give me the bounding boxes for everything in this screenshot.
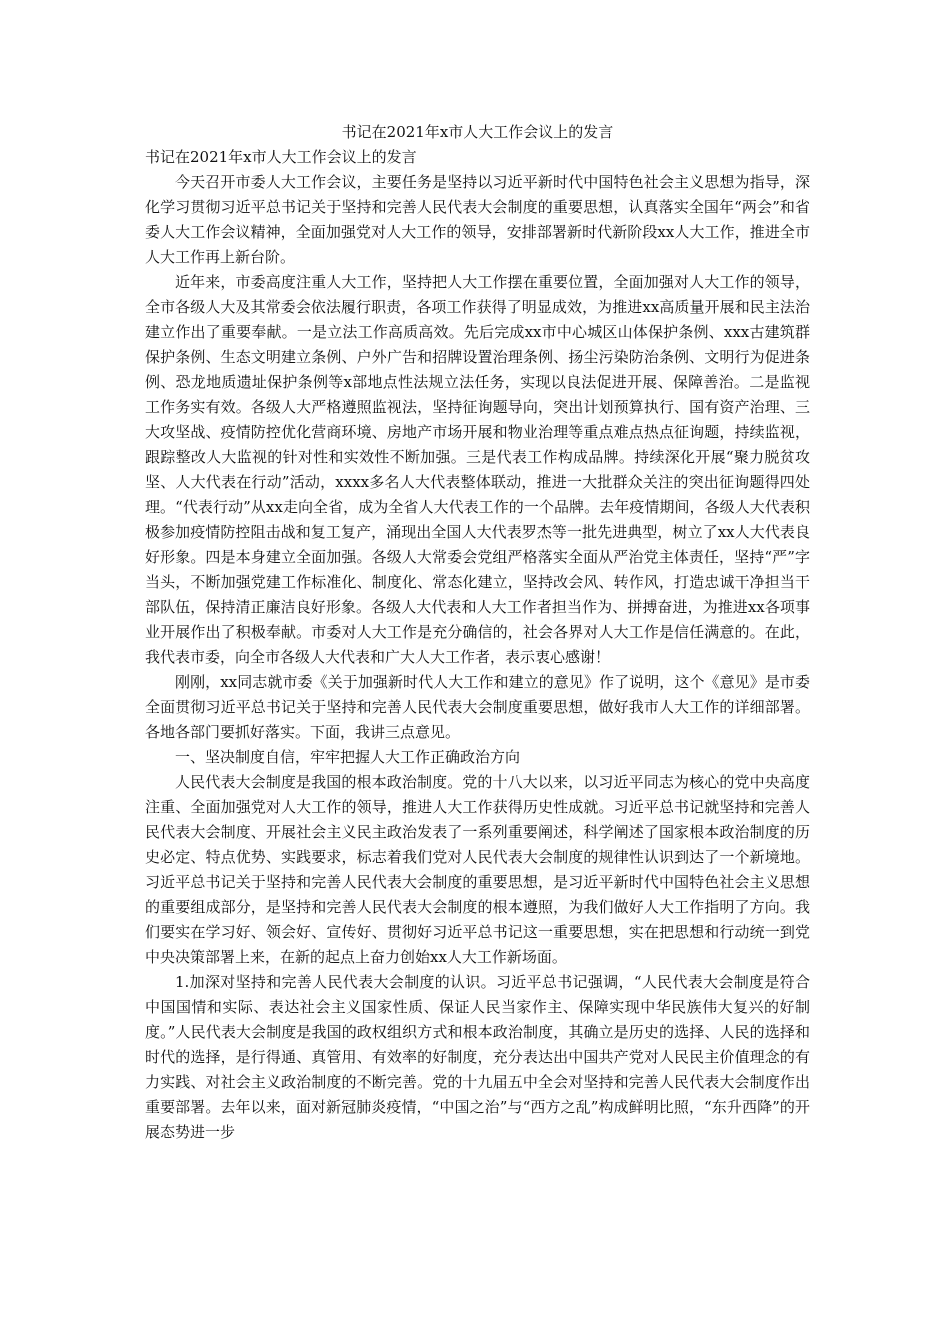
paragraph-system: 人民代表大会制度是我国的根本政治制度。党的十八大以来，以习近平同志为核心的党中央高度注重、全面加强党对人大工作的领导，推进人大工作获得历史性成就。习近平总书记就坚持和完善人民代表大会制度、开展社会主义民主政治发表了一系列重要阐述，科学阐述了国家根本政治制度的历史必定、特点优势、实践要求，标志着我们党对人民代表大会制度的规律性认识到达了一个新境地。习近平总书记关于坚持和完善人民代表大会制度的重要思想，是习近平新时代中国特色社会主义思想的重要组成部分，是坚持和完善人民代表大会制度的根本遵照，为我们做好人大工作指明了方向。我们要实在学习好、领会好、宣传好、贯彻好习近平总书记这一重要思想，实在把思想和行动统一到党中央决策部署上来，在新的起点上奋力创始xx人大工作新场面。	[145, 773, 810, 966]
document-page	[145, 120, 810, 1320]
document-title: 书记在2021年x市人大工作会议上的发言	[341, 123, 614, 141]
paragraph-achievements: 近年来，市委高度注重人大工作，坚持把人大工作摆在重要位置，全面加强对人大工作的领导，全市各级人大及其常委会依法履行职责，各项工作获得了明显成效，为推进xx高质量开展和民主法治建立作出了重要奉献。一是立法工作高质高效。先后完成xx市中心城区山体保护条例、xxx古建筑群保护条例、生态文明建立条例、户外广告和招牌设置治理条例、扬尘污染防治条例、文明行为促进条例、恐龙地质遗址保护条例等x部地点性法规立法任务，实现以良法促进开展、保障善治。二是监视工作务实有效。各级人大严格遵照监视法，坚持征询题导向，突出计划预算执行、国有资产治理、三大攻坚战、疫情防控优化营商环境、房地产市场开展和物业治理等重点难点热点征询题，持续监视，跟踪整改人大监视的针对性和实效性不断加强。三是代表工作构成品牌。持续深化开展“聚力脱贫攻坚、人大代表在行动”活动，xxxx多名人大代表整体联动，推进一大批群众关注的突出征询题得四处理。“代表行动”从xx走向全省，成为全省人大代表工作的一个品牌。去年疫情期间，各级人大代表积极参加疫情防控阻击战和复工复产，涌现出全国人大代表罗杰等一批先进典型，树立了xx人大代表良好形象。四是本身建立全面加强。各级人大常委会党组严格落实全面从严治党主体责任，坚持“严”字当头，不断加强党建工作标准化、制度化、常态化建立，坚持改会风、转作风，打造忠诚干净担当干部队伍，保持清正廉洁良好形象。各级人大代表和人大工作者担当作为、拼搏奋进，为推进xx各项事业开展作出了积极奉献。市委对人大工作是充分确信的，社会各界对人大工作是信任满意的。在此，我代表市委，向全市各级人大代表和广大人大工作者，表示衷心感谢！	[145, 273, 810, 666]
document-subtitle: 书记在2021年x市人大工作会议上的发言	[145, 148, 417, 166]
paragraph-point-1: 1.加深对坚持和完善人民代表大会制度的认识。习近平总书记强调，“人民代表大会制度是符合中国国情和实际、表达社会主义国家性质、保证人民当家作主、保障实现中华民族伟大复兴的好制度。”人民代表大会制度是我国的政权组织方式和根本政治制度，其确立是历史的选择、人民的选择和时代的选择，是行得通、真管用、有效率的好制度，充分表达出中国共产党对人民民主价值理念的有力实践、对社会主义政治制度的不断完善。党的十九届五中全会对坚持和完善人民代表大会制度作出重要部署。去年以来，面对新冠肺炎疫情，“中国之治”与“西方之乱”构成鲜明比照，“东升西降”的开展态势进一步	[145, 973, 810, 1141]
paragraph-opinion-intro: 刚刚，xx同志就市委《关于加强新时代人大工作和建立的意见》作了说明，这个《意见》是市委全面贯彻习近平总书记关于坚持和完善人民代表大会制度重要思想，做好我市人大工作的详细部署。各地各部门要抓好落实。下面，我讲三点意见。	[145, 673, 810, 741]
section-heading-1: 一、坚决制度自信，牢牢把握人大工作正确政治方向	[175, 748, 521, 766]
paragraph-intro: 今天召开市委人大工作会议，主要任务是坚持以习近平新时代中国特色社会主义思想为指导，深化学习贯彻习近平总书记关于坚持和完善人民代表大会制度的重要思想，认真落实全国年“两会”和省委人大工作会议精神，全面加强党对人大工作的领导，安排部署新时代新阶段xx人大工作，推进全市人大工作再上新台阶。	[145, 173, 810, 266]
